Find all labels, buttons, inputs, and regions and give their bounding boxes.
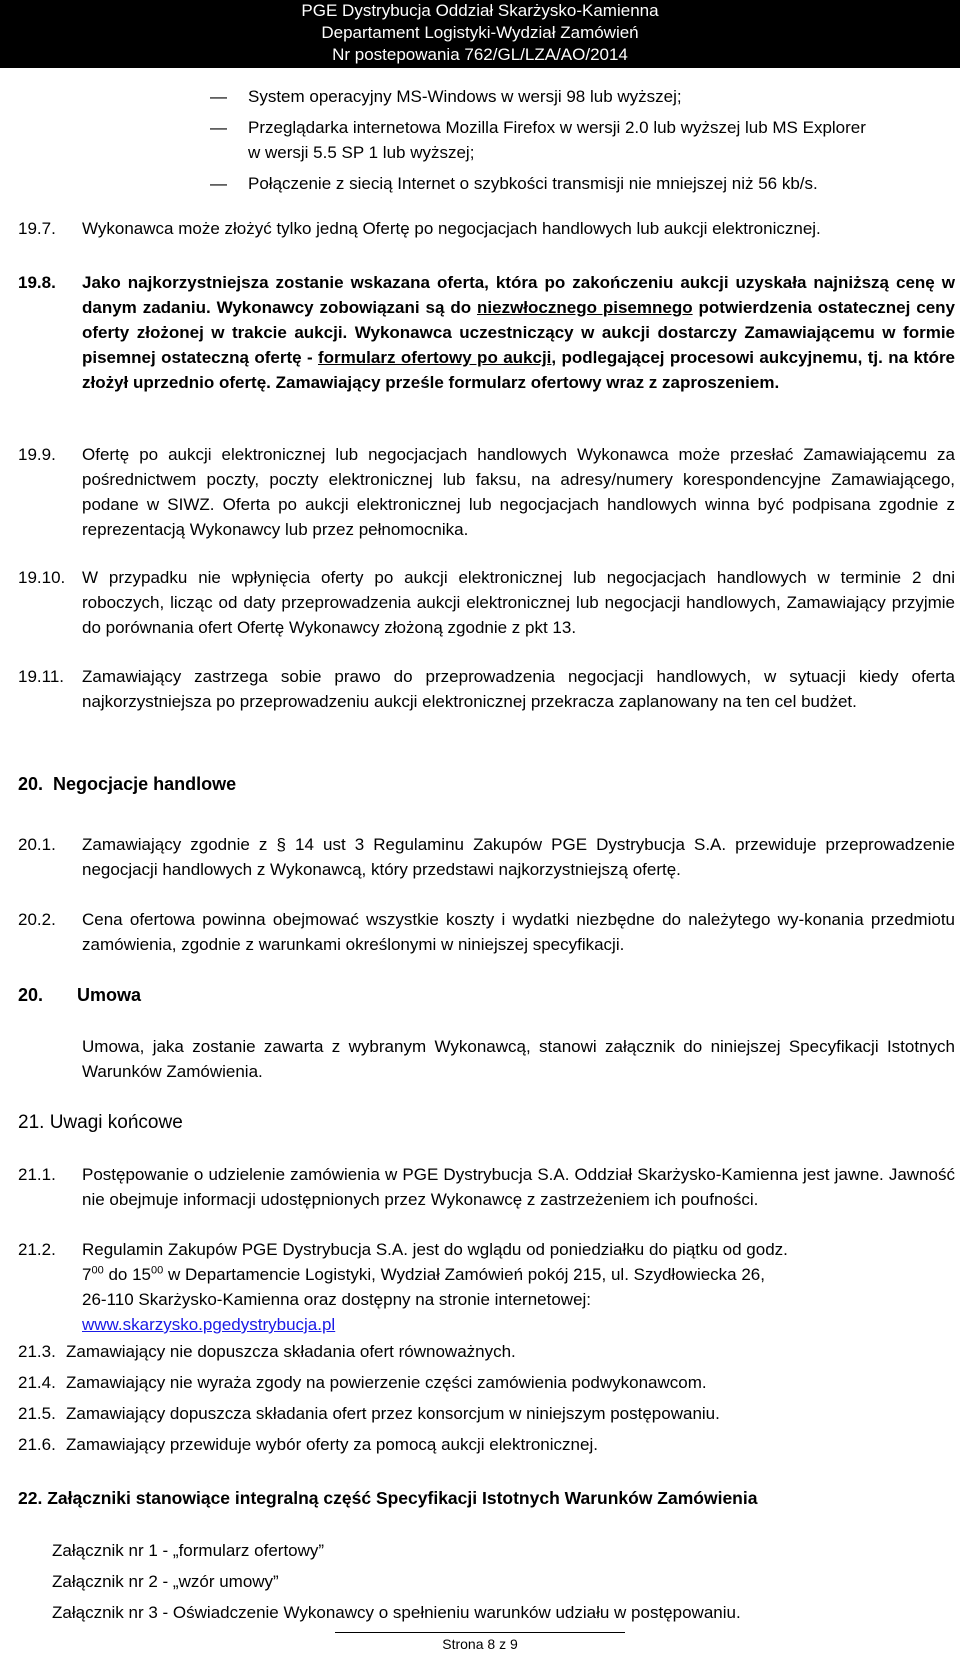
section-heading: 22. Załączniki stanowiące integralną część Specyfikacji Istotnych Warunków Zamówienia [18,1488,758,1508]
section-number: 21.1. [18,1165,56,1184]
requirements-list [210,84,955,202]
list-item: — Przeglądarka internetowa Mozilla Firefox w wersji 2.0 lub wyższej lub MS Explorer w wersji 5.5 SP 1 lub wyższej; [210,118,866,162]
attachment-item: Załącznik nr 1 - „formularz ofertowy” [52,1541,325,1560]
section-number: 21.5. [18,1404,56,1423]
section-number: 19.9. [18,445,56,464]
section-number: 19.10. [18,568,66,587]
section-19-10: W przypadku nie wpłynięcia oferty po aukcji elektronicznej lub negocjacjach handlowych w terminie 2 dni roboczych, licząc od daty przeprowadzenia aukcji elektronicznej lub negocjacji handlowych, Zamawiający przyjmie do porównania ofert Ofertę Wykonawcy złożoną zgodnie z pkt 13. [82,568,955,637]
header-company: PGE Dystrybucja Oddział Skarżysko-Kamienna [301,1,659,20]
website-link[interactable]: www.skarzysko.pgedystrybucja.pl [82,1315,336,1334]
section-19-8: Jako najkorzystniejsza zostanie wskazana oferta, która po zakończeniu aukcji uzyskała najniższą cenę w danym zadaniu. Wykonawcy zobowiązani są do niezwłocznego pisemnego potwierdzenia ostatecznej ceny oferty złożonej w trakcie aukcji. Wykonawca uczestniczący w aukcji dostarczy Zamawiającemu w formie pisemnej ostateczną ofertę - formularz ofertowy po aukcji, podlegającej procesowi aukcyjnemu, tj. na które złożył uprzednio ofertę. Zamawiający prześle formularz ofertowy wraz z zaproszeniem. [82,273,956,392]
section-21-6: Zamawiający przewiduje wybór oferty za pomocą aukcji elektronicznej. [66,1435,598,1454]
section-20-1: Zamawiający zgodnie z § 14 ust 3 Regulaminu Zakupów PGE Dystrybucja S.A. przewiduje przeprowadzenie negocjacji handlowych z Wykonawcą, który przedstawi najkorzystniejszą ofertę. [82,835,955,879]
section-number: 20.1. [18,835,56,854]
list-item: — Połączenie z siecią Internet o szybkości transmisji nie mniejszej niż 56 kb/s. [210,174,818,193]
section-21-1: Postępowanie o udzielenie zamówienia w PGE Dystrybucja S.A. Oddział Skarżysko-Kamienna jest jawne. Jawność nie obejmuje informacji udostępnionych przez Wykonawcę z zastrzeżeniem ich poufności. [82,1165,955,1209]
section-20-2: Cena ofertowa powinna obejmować wszystkie koszty i wydatki niezbędne do należytego wy-konania przedmiotu zamówienia, zgodnie z warunkami określonymi w niniejszej specyfikacji. [82,910,955,954]
section-21-4: Zamawiający nie wyraża zgody na powierzenie części zamówienia podwykonawcom. [66,1373,707,1392]
section-number: 21.3. [18,1342,56,1361]
section-19-11: Zamawiający zastrzega sobie prawo do przeprowadzenia negocjacji handlowych, w sytuacji kiedy oferta najkorzystniejsza po przeprowadzeniu aukcji elektronicznej przekracza zaplanowany na ten cel budżet. [82,667,955,711]
section-number: 21.4. [18,1373,56,1392]
section-heading: 20. Negocjacje handlowe [18,774,237,794]
section-number: 20.2. [18,910,56,929]
section-heading: 20. Umowa [18,985,142,1005]
footer-divider [335,1632,625,1633]
section-number: 21.2. [18,1240,56,1259]
section-21-5: Zamawiający dopuszcza składania ofert przez konsorcjum w niniejszym postępowaniu. [66,1404,720,1423]
section-number: 21.6. [18,1435,56,1454]
page-number: Strona 8 z 9 [442,1636,518,1652]
header-department: Departament Logistyki-Wydział Zamówień [321,23,639,42]
section-19-7: Wykonawca może złożyć tylko jedną Ofertę po negocjacjach handlowych lub aukcji elektronicznej. [82,219,821,238]
section-heading: 21. Uwagi końcowe [18,1112,183,1133]
section-number: 19.11. [18,667,65,686]
umowa-text: Umowa, jaka zostanie zawarta z wybranym Wykonawcą, stanowi załącznik do niniejszej Specyfikacji Istotnych Warunków Zamówienia. [82,1037,955,1081]
section-number: 19.7. [18,219,56,238]
section-21-3: Zamawiający nie dopuszcza składania ofert równoważnych. [66,1342,516,1361]
list-item: — System operacyjny MS-Windows w wersji 98 lub wyższej; [210,87,682,106]
section-21-2: Regulamin Zakupów PGE Dystrybucja S.A. jest do wglądu od poniedziałku do piątku od godz. $7^{00}$ do $15^{00}$ w Departamencie Logistyki, Wydział Zamówień pokój 215, ul. Szydłowiecka 26, 26-110 Skarżysko-Kamienna oraz dostępny na stronie internetowej: www.skarzysko.pgedystrybucja.pl [82,1240,788,1334]
header-case-number: Nr postepowania 762/GL/LZA/AO/2014 [332,45,628,64]
section-19-9: Ofertę po aukcji elektronicznej lub negocjacjach handlowych Wykonawca może przesłać Zamawiającemu za pośrednictwem poczty, poczty elektronicznej lub faksu, na adresy/numery korespondencyjne Zamawiającego, podane w SIWZ. Oferta po aukcji elektronicznej lub negocjacjach handlowych winna być podpisana zgodnie z reprezentacją Wykonawcy lub przez pełnomocnika. [82,445,955,539]
attachment-item: Załącznik nr 3 - Oświadczenie Wykonawcy o spełnieniu warunków udziału w postępowaniu. [52,1603,741,1622]
section-number: 19.8. [18,273,56,292]
page-header [0,0,960,68]
attachment-item: Załącznik nr 2 - „wzór umowy” [52,1572,279,1591]
